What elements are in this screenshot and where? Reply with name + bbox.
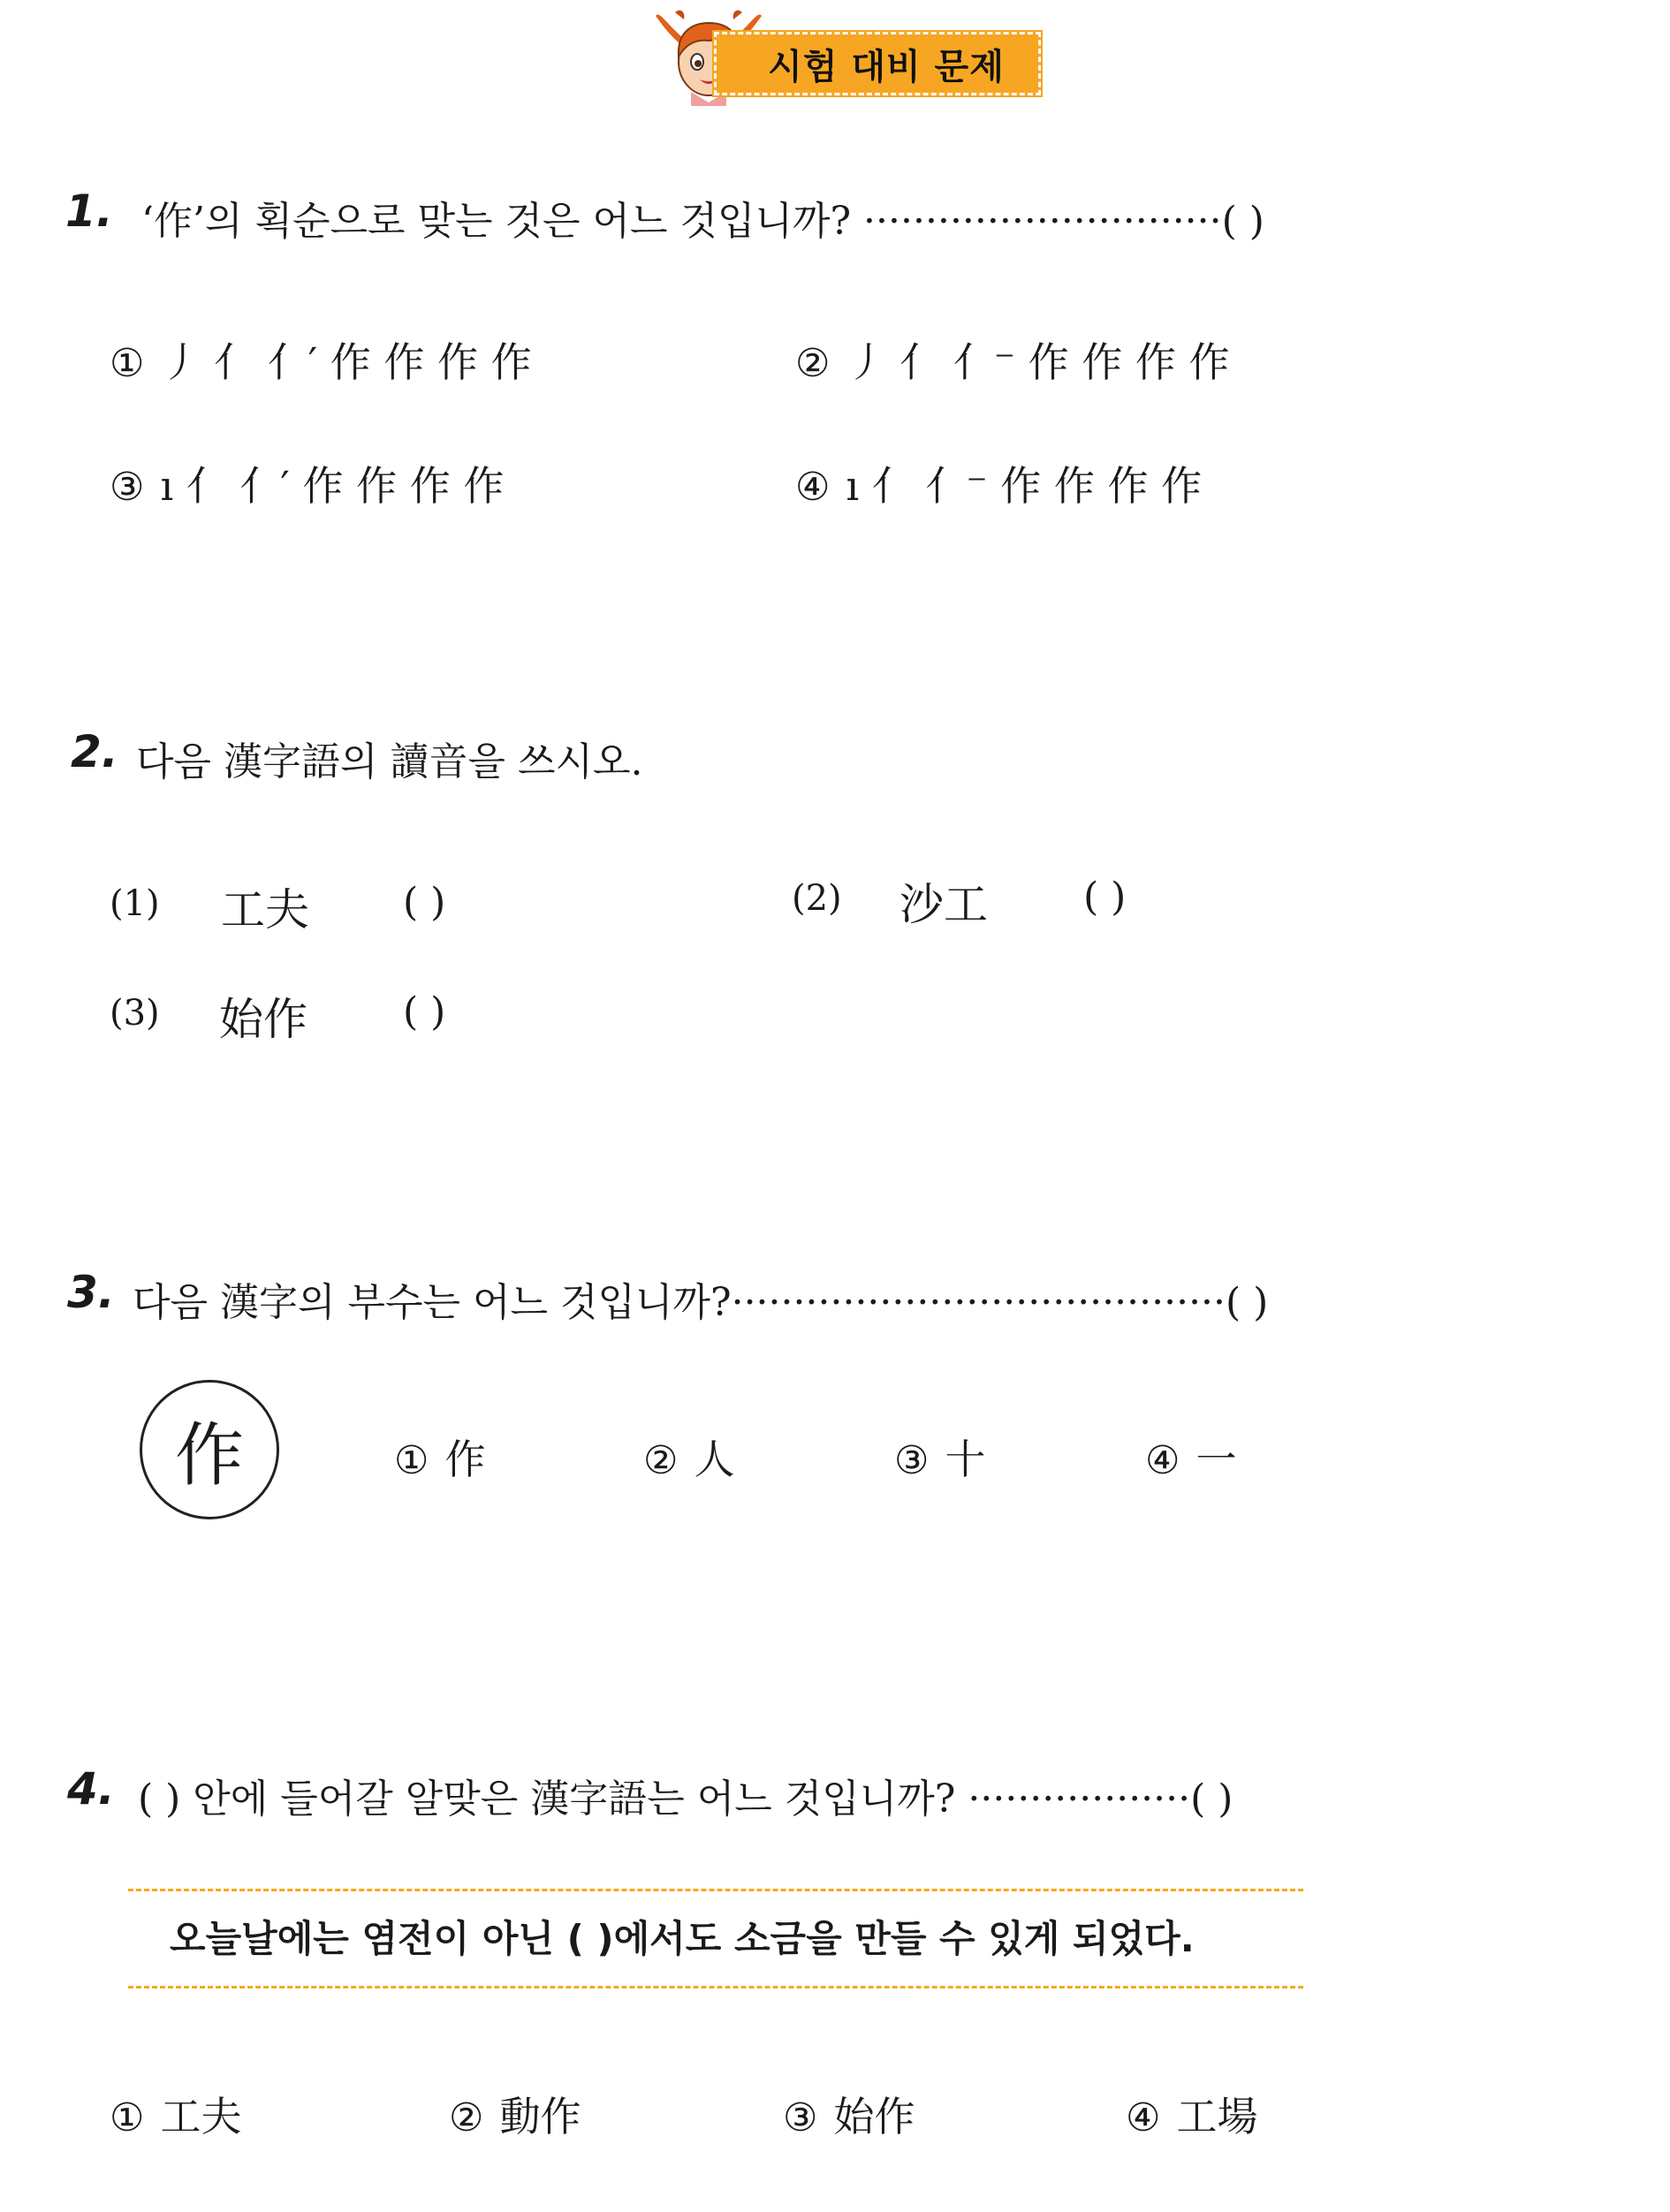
- q2-item-2-answer-blank[interactable]: ( ): [1083, 875, 1127, 920]
- question-number-2: 2.: [71, 726, 118, 777]
- option-marker: ④: [1145, 1438, 1180, 1483]
- option-marker: ①: [110, 341, 145, 386]
- option-text: 作: [444, 1436, 486, 1483]
- question-number-4: 4.: [67, 1763, 115, 1814]
- option-text: 一: [1196, 1436, 1237, 1483]
- option-marker: ④: [1126, 2095, 1161, 2140]
- q3-option-2[interactable]: [643, 1428, 734, 1486]
- option-marker: ②: [795, 341, 831, 386]
- sentence-box-top-divider: [128, 1889, 1303, 1891]
- q2-item-1-marker: (1): [110, 883, 160, 924]
- target-character-circle: [140, 1380, 279, 1519]
- option-text: 工場: [1176, 2093, 1258, 2140]
- q1-option-4[interactable]: [795, 454, 1202, 512]
- question-number-3: 3.: [67, 1267, 115, 1318]
- sentence-box-bottom-divider: [128, 1986, 1303, 1989]
- question-text-3: 다음 漢字의 부수는 어느 것입니까?········································( ): [133, 1280, 1269, 1325]
- q1-option-1[interactable]: [110, 330, 532, 389]
- q4-option-1[interactable]: [110, 2085, 241, 2143]
- question-text-2: 다음 漢字語의 讀音을 쓰시오.: [136, 739, 643, 784]
- q2-item-3-word: 始作: [219, 994, 307, 1045]
- q1-option-3[interactable]: [110, 454, 504, 512]
- q4-option-4[interactable]: [1126, 2085, 1257, 2143]
- option-text: 人: [694, 1436, 735, 1483]
- q1-option-2[interactable]: [795, 330, 1229, 389]
- q3-option-4[interactable]: [1145, 1428, 1236, 1486]
- example-sentence: 오늘날에는 염전이 아닌 ( )에서도 소금을 만들 수 있게 되었다.: [170, 1917, 1195, 1960]
- q2-item-1-answer-blank[interactable]: ( ): [403, 880, 446, 925]
- option-text: 十: [945, 1436, 986, 1483]
- option-marker: ①: [110, 2095, 145, 2140]
- q2-item-2-marker: (2): [792, 878, 842, 919]
- question-text-1: ‘作’의 획순으로 맞는 것은 어느 것입니까? ·····························( ): [141, 199, 1264, 244]
- q3-option-3[interactable]: [894, 1428, 985, 1486]
- option-text: 丿 亻 亻′ 作 作 作 作: [160, 338, 532, 386]
- section-title: 시험 대비 문제: [768, 46, 1005, 87]
- q2-item-3-marker: (3): [110, 993, 160, 1034]
- q2-item-2-word: 沙工: [900, 879, 988, 930]
- option-text: ı 亻 亻⁻ 作 作 作 作: [846, 462, 1203, 510]
- q4-option-3[interactable]: [783, 2085, 915, 2143]
- option-marker: ③: [783, 2095, 818, 2140]
- question-number-1: 1.: [65, 186, 113, 237]
- section-title-badge: [714, 32, 1041, 95]
- option-text: ı 亻 亻′ 作 作 作 作: [160, 462, 505, 510]
- q2-item-1-word: 工夫: [221, 884, 309, 936]
- option-marker: ③: [894, 1438, 930, 1483]
- option-marker: ③: [110, 465, 145, 510]
- question-text-4: ( ) 안에 들어갈 알맞은 漢字語는 어느 것입니까? ··················( ): [138, 1776, 1234, 1822]
- option-text: 動作: [499, 2093, 581, 2140]
- option-marker: ④: [795, 465, 831, 510]
- target-character: 作: [174, 1416, 244, 1496]
- option-marker: ②: [449, 2095, 484, 2140]
- q2-item-3-answer-blank[interactable]: ( ): [403, 989, 446, 1034]
- option-marker: ②: [643, 1438, 679, 1483]
- option-text: 始作: [833, 2093, 915, 2140]
- option-text: 工夫: [160, 2093, 242, 2140]
- option-marker: ①: [394, 1438, 429, 1483]
- option-text: 丿 亻 亻⁻ 作 作 作 作: [846, 338, 1230, 386]
- q3-option-1[interactable]: [394, 1428, 485, 1486]
- q4-option-2[interactable]: [449, 2085, 581, 2143]
